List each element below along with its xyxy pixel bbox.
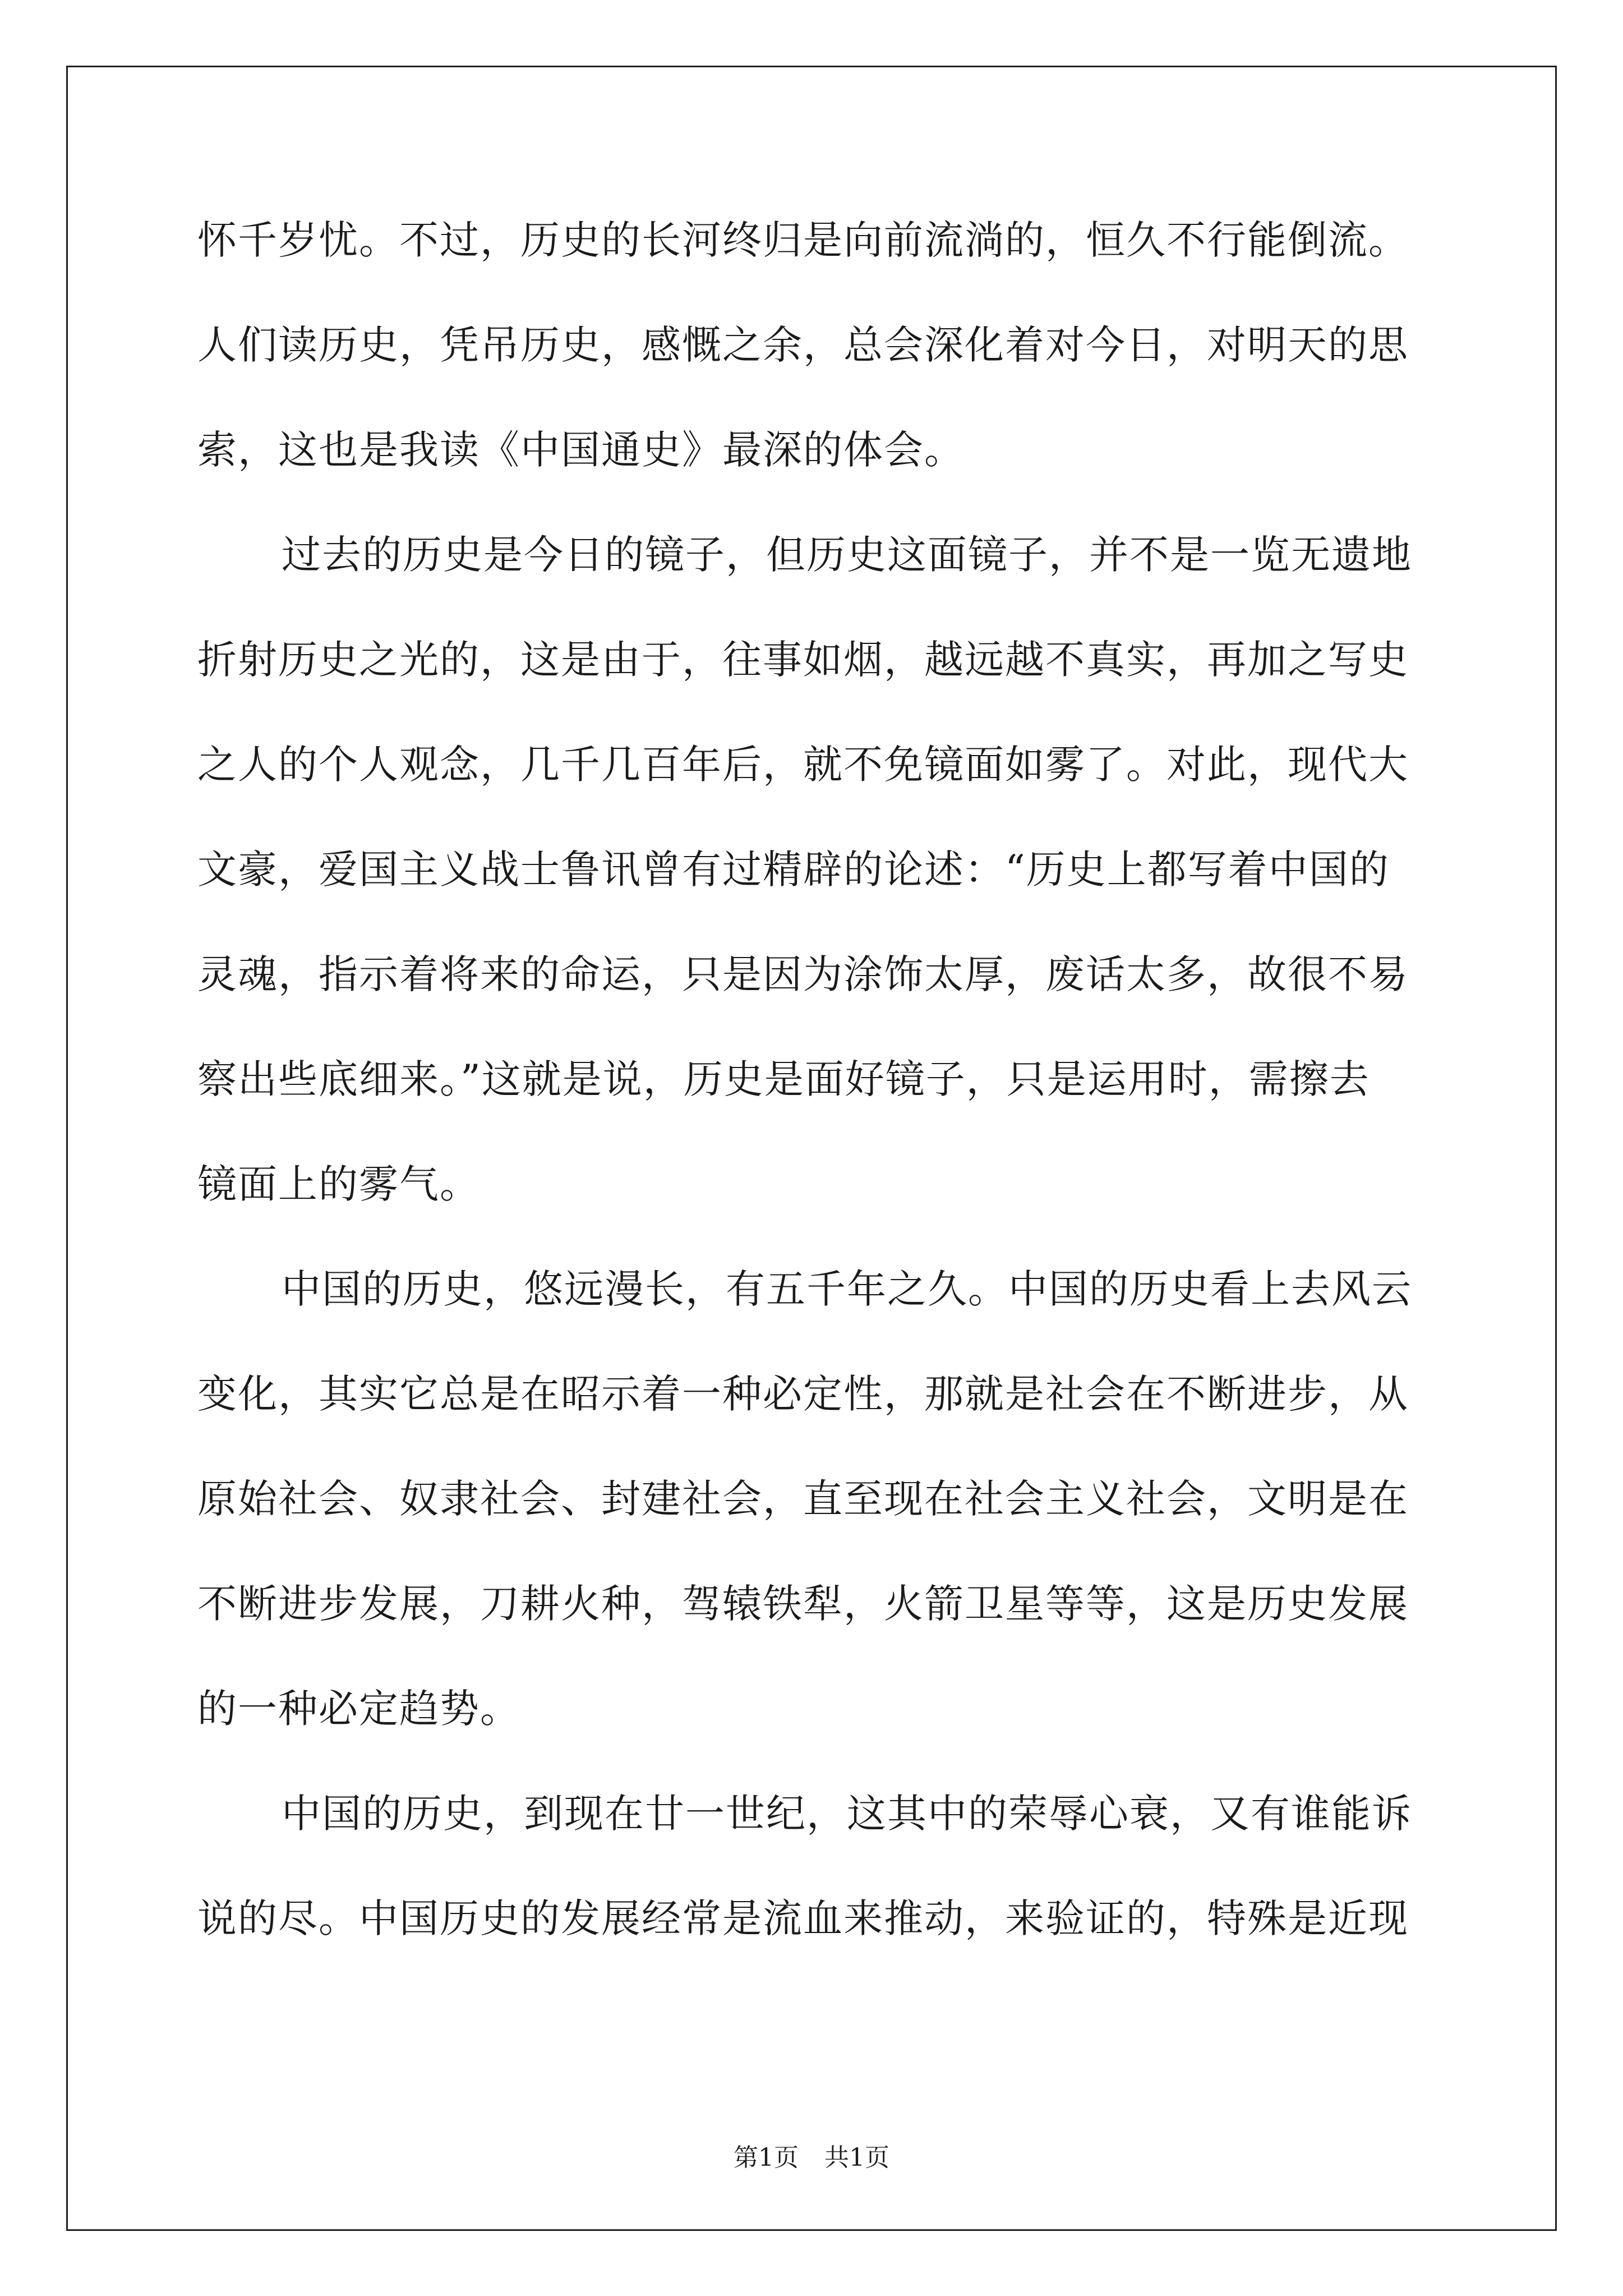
paragraph [197, 503, 1431, 1237]
text-line: 之人的个人观念，几千几百年后，就不免镜面如雾了。对此，现代大 [197, 742, 1409, 788]
document-body [197, 188, 1431, 1971]
text-line: 灵魂，指示着将来的命运，只是因为涂饰太厚，废话太多，故很不易 [197, 951, 1409, 997]
paragraph [197, 188, 1431, 503]
text-line: 怀千岁忧。不过，历史的长河终归是向前流淌的，恒久不行能倒流。 [197, 217, 1409, 263]
text-line: 中国的历史，悠远漫长，有五千年之久。中国的历史看上去风云 [282, 1266, 1412, 1312]
text-line: 察出些底细来。”这就是说，历史是面好镜子，只是运用时，需擦去 [197, 1056, 1370, 1102]
text-line: 中国的历史，到现在廿一世纪，这其中的荣辱心衰，又有谁能诉 [282, 1791, 1412, 1837]
page-total: 共1页 [824, 2143, 889, 2172]
text-line: 人们读历史，凭吊历史，感慨之余，总会深化着对今日，对明天的思 [197, 322, 1409, 368]
text-line: 说的尽。中国历史的发展经常是流血来推动，来验证的，特殊是近现 [197, 1895, 1409, 1941]
text-line: 镜面上的雾气。 [197, 1161, 480, 1207]
text-line: 文豪，爱国主义战士鲁讯曾有过精辟的论述：“历史上都写着中国的 [197, 846, 1390, 892]
paragraph [197, 1237, 1431, 1761]
text-line: 变化，其实它总是在昭示着一种必定性，那就是社会在不断进步，从 [197, 1371, 1409, 1417]
text-line: 折射历史之光的，这是由于，往事如烟，越远越不真实，再加之写史 [197, 637, 1409, 683]
paragraph [197, 1761, 1431, 1971]
page-footer [0, 2137, 1623, 2173]
text-line: 的一种必定趋势。 [197, 1686, 520, 1732]
text-line: 不断进步发展，刀耕火种，驾辕铁犁，火箭卫星等等，这是历史发展 [197, 1581, 1409, 1627]
text-line: 过去的历史是今日的镜子，但历史这面镜子，并不是一览无遗地 [282, 532, 1412, 578]
text-line: 索，这也是我读《中国通史》最深的体会。 [197, 427, 965, 473]
page-number: 第1页 [734, 2143, 799, 2172]
text-line: 原始社会、奴隶社会、封建社会，直至现在社会主义社会，文明是在 [197, 1476, 1409, 1522]
